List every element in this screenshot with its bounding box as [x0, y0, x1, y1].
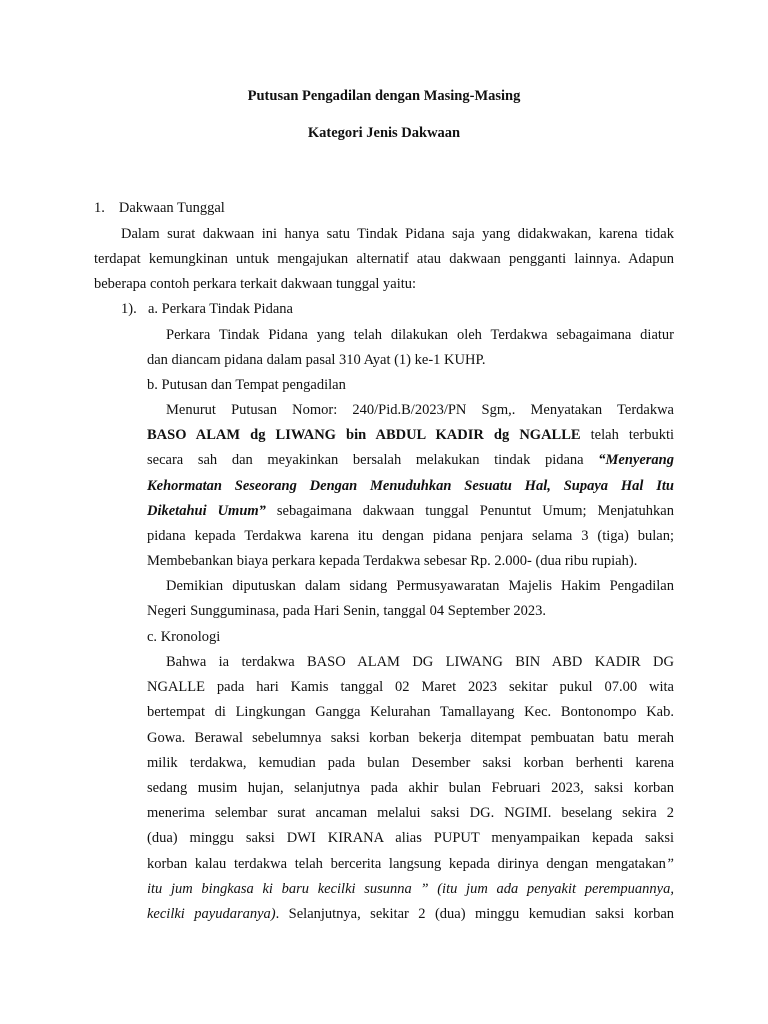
sub-a-title: Perkara Tindak Pidana	[161, 301, 293, 317]
sub-c-line-8: (dua) minggu saksi DWI KIRANA alias PUPUT menyampaikan kepada saksi	[147, 830, 674, 846]
sub-a-marker: a.	[147, 301, 159, 317]
sub-c-line-3: bertempat di Lingkungan Gangga Kelurahan Tamallayang Kec. Bontonompo Kab.	[147, 704, 674, 720]
sub-b-line-9: Negeri Sungguminasa, pada Hari Senin, tanggal 04 September 2023.	[147, 603, 547, 619]
intro-line-3: beberapa contoh perkara terkait dakwaan tunggal yaitu:	[94, 276, 417, 292]
sub-c-title: Kronologi	[160, 629, 221, 645]
sub-c-marker: c.	[147, 629, 158, 645]
sub-b-marker: b.	[147, 377, 158, 393]
sub-c-line-1: Bahwa ia terdakwa BASO ALAM DG LIWANG BIN ABD KADIR DG	[166, 654, 674, 670]
sub-b-line-8: Demikian diputuskan dalam sidang Permusyawaratan Majelis Hakim Pengadilan	[166, 578, 674, 594]
sub-b-line-7: Membebankan biaya perkara kepada Terdakwa sebesar Rp. 2.000- (dua ribu rupiah).	[147, 553, 638, 569]
sub-b-line-4: Kehormatan Seseorang Dengan Menuduhkan Sesuatu Hal, Supaya Hal Itu	[147, 478, 674, 494]
sub-b-line-5: Diketahui Umum” sebagaimana dakwaan tunggal Penuntut Umum; Menjatuhkan	[147, 503, 674, 519]
defendant-name: BASO ALAM dg LIWANG bin ABDUL KADIR dg NGALLE	[147, 427, 581, 443]
sub-c-line-10: itu jum bingkasa ki baru kecilki susunna ” (itu jum ada penyakit perempuannya,	[147, 881, 674, 897]
document-title-line-1: Putusan Pengadilan dengan Masing-Masing	[247, 88, 521, 104]
sub-c-line-5: milik terdakwa, kemudian pada bulan Desember saksi korban berhenti karena	[147, 755, 674, 771]
sub-a-line-1: Perkara Tindak Pidana yang telah dilakukan oleh Terdakwa sebagaimana diatur	[166, 327, 674, 343]
sub-b-line-1: Menurut Putusan Nomor: 240/Pid.B/2023/PN Sgm,. Menyatakan Terdakwa	[166, 402, 674, 418]
intro-line-2: terdapat kemungkinan untuk mengajukan alternatif atau dakwaan pengganti lainnya. Adapun	[94, 251, 674, 267]
sub-c-heading	[147, 628, 674, 646]
sub-b-line-2: BASO ALAM dg LIWANG bin ABDUL KADIR dg NGALLE telah terbukti	[147, 427, 674, 443]
intro-line-1: Dalam surat dakwaan ini hanya satu Tindak Pidana saja yang didakwakan, karena tidak	[121, 226, 674, 242]
sub-b-line-6: pidana kepada Terdakwa karena itu dengan pidana penjara selama 3 (tiga) bulan;	[147, 528, 674, 544]
sub-b-title: Putusan dan Tempat pengadilan	[161, 377, 346, 393]
sub-c-line-4: Gowa. Berawal sebelumnya saksi korban bekerja ditempat pembuatan batu merah	[147, 730, 674, 746]
sub-c-line-6: sedang musim hujan, selanjutnya pada akhir bulan Februari 2023, saksi korban	[147, 780, 674, 796]
sub-b-heading	[147, 376, 674, 394]
section-1-heading	[94, 199, 674, 217]
sub-c-line-2: NGALLE pada hari Kamis tanggal 02 Maret 2023 sekitar pukul 07.00 wita	[147, 679, 674, 695]
sub-c-line-9: korban kalau terdakwa telah bercerita langsung kepada dirinya dengan mengatakan”	[147, 856, 674, 872]
sub-c-line-7: menerima selembar surat ancaman melalui saksi DG. NGIMI. beselang sekira 2	[147, 805, 674, 821]
sub-a-heading	[121, 300, 701, 318]
sub-b-line-3: secara sah dan meyakinkan bersalah melakukan tindak pidana “Menyerang	[147, 452, 674, 468]
section-number: 1.	[94, 200, 105, 216]
sub-a-line-2: dan diancam pidana dalam pasal 310 Ayat (1) ke-1 KUHP.	[147, 352, 486, 368]
document-title-line-2: Kategori Jenis Dakwaan	[307, 125, 461, 141]
section-title: Dakwaan Tunggal	[118, 200, 225, 216]
sub-c-line-11: kecilki payudaranya). Selanjutnya, sekitar 2 (dua) minggu kemudian saksi korban	[147, 906, 675, 922]
item-1-marker: 1).	[121, 301, 137, 317]
